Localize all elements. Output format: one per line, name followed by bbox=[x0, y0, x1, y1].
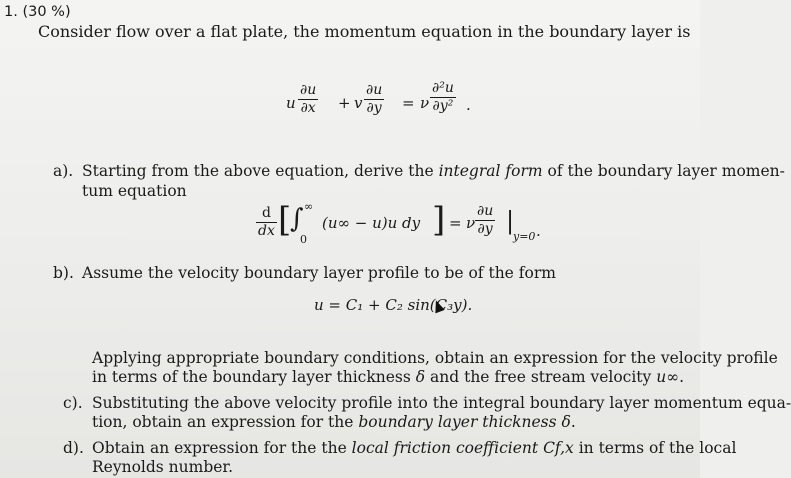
part-c-emph: boundary layer thickness δ bbox=[358, 413, 571, 431]
problem-weight: (30 %) bbox=[22, 4, 71, 20]
part-a-text2: of the boundary layer momen- bbox=[542, 162, 785, 180]
part-c-text-b: . bbox=[570, 413, 576, 431]
frac-numerator: ∂u bbox=[477, 203, 494, 219]
applying-line2 bbox=[92, 368, 684, 387]
problem-intro: Consider flow over a flat plate, the momentum equation in the boundary layer is bbox=[38, 22, 691, 41]
frac-numerator: ∂u bbox=[366, 82, 383, 98]
part-a-emph: integral form bbox=[438, 162, 543, 180]
integral-equals: = bbox=[449, 214, 462, 232]
eq-period: . bbox=[466, 96, 471, 114]
part-a-text1: Starting from the above equation, derive the bbox=[82, 162, 439, 180]
left-bracket: [ bbox=[278, 200, 292, 240]
integral-nu: ν bbox=[466, 214, 476, 232]
integral-sign: ∫ bbox=[290, 204, 304, 234]
applying-line1: Applying appropriate boundary conditions, obtain an expression for the velocity profile bbox=[92, 349, 778, 367]
part-b-label: b). bbox=[53, 264, 74, 282]
frac-numerator: ∂²u bbox=[432, 80, 454, 96]
part-c-line1: Substituting the above velocity profile into the integral boundary layer momentum equa- bbox=[92, 394, 791, 412]
part-d-emph: local friction coefficient bbox=[351, 439, 539, 457]
integral-upper: ∞ bbox=[304, 200, 314, 213]
eq-equals: = bbox=[402, 94, 415, 112]
applying-text-a: in terms of the boundary layer thickness bbox=[92, 368, 416, 386]
right-bracket: ] bbox=[432, 200, 446, 240]
frac-numerator: d bbox=[256, 205, 277, 223]
part-b-text: Assume the velocity boundary layer profile to be of the form bbox=[82, 264, 556, 282]
part-a-line2: tum equation bbox=[82, 182, 187, 200]
part-a-text bbox=[82, 162, 785, 181]
part-d-label: d). bbox=[63, 439, 84, 457]
integrand: (u∞ − u)u dy bbox=[322, 214, 421, 232]
cf-symbol: Cf,x bbox=[538, 439, 574, 457]
integral-frac-d-dx bbox=[256, 205, 277, 240]
integral-frac-du-dy bbox=[475, 203, 495, 238]
frac-denominator: ∂y² bbox=[432, 98, 454, 114]
eval-at: y=0 bbox=[513, 230, 536, 243]
applying-text-b: and the free stream velocity bbox=[425, 368, 657, 386]
delta-symbol: δ bbox=[415, 368, 426, 386]
eq-frac-du-dy bbox=[364, 82, 384, 117]
part-c-label: c). bbox=[63, 394, 83, 412]
part-d-text1: Obtain an expression for the the bbox=[92, 439, 352, 457]
eq-plus: + bbox=[338, 94, 351, 112]
frac-denominator: ∂y bbox=[366, 100, 382, 116]
frac-denominator: ∂x bbox=[300, 100, 316, 116]
problem-number: 1. bbox=[4, 4, 18, 20]
integral-period: . bbox=[536, 222, 541, 240]
problem-header bbox=[4, 3, 71, 22]
part-a-label: a). bbox=[53, 162, 74, 180]
part-d-line1 bbox=[92, 439, 736, 458]
frac-numerator: ∂u bbox=[300, 82, 317, 98]
part-d-line2: Reynolds number. bbox=[92, 458, 234, 476]
eq-frac-d2u-dy2 bbox=[430, 80, 456, 115]
eval-bar: | bbox=[506, 207, 515, 235]
eq-v: v bbox=[354, 94, 363, 112]
eq-u: u bbox=[286, 94, 296, 112]
integral-lower: 0 bbox=[300, 233, 307, 246]
part-c-line2 bbox=[92, 413, 576, 432]
part-d-text2: in terms of the local bbox=[573, 439, 737, 457]
uinf-symbol: u∞ bbox=[656, 368, 680, 386]
applying-text-c: . bbox=[679, 368, 685, 386]
velocity-profile: u = C₁ + C₂ sin(C₃y). bbox=[314, 296, 473, 314]
eq-frac-du-dx bbox=[298, 82, 318, 117]
frac-denominator: ∂y bbox=[477, 221, 493, 237]
eq-nu: ν bbox=[420, 94, 430, 112]
part-c-text-a: tion, obtain an expression for the bbox=[92, 413, 359, 431]
frac-denominator: dx bbox=[258, 223, 275, 239]
